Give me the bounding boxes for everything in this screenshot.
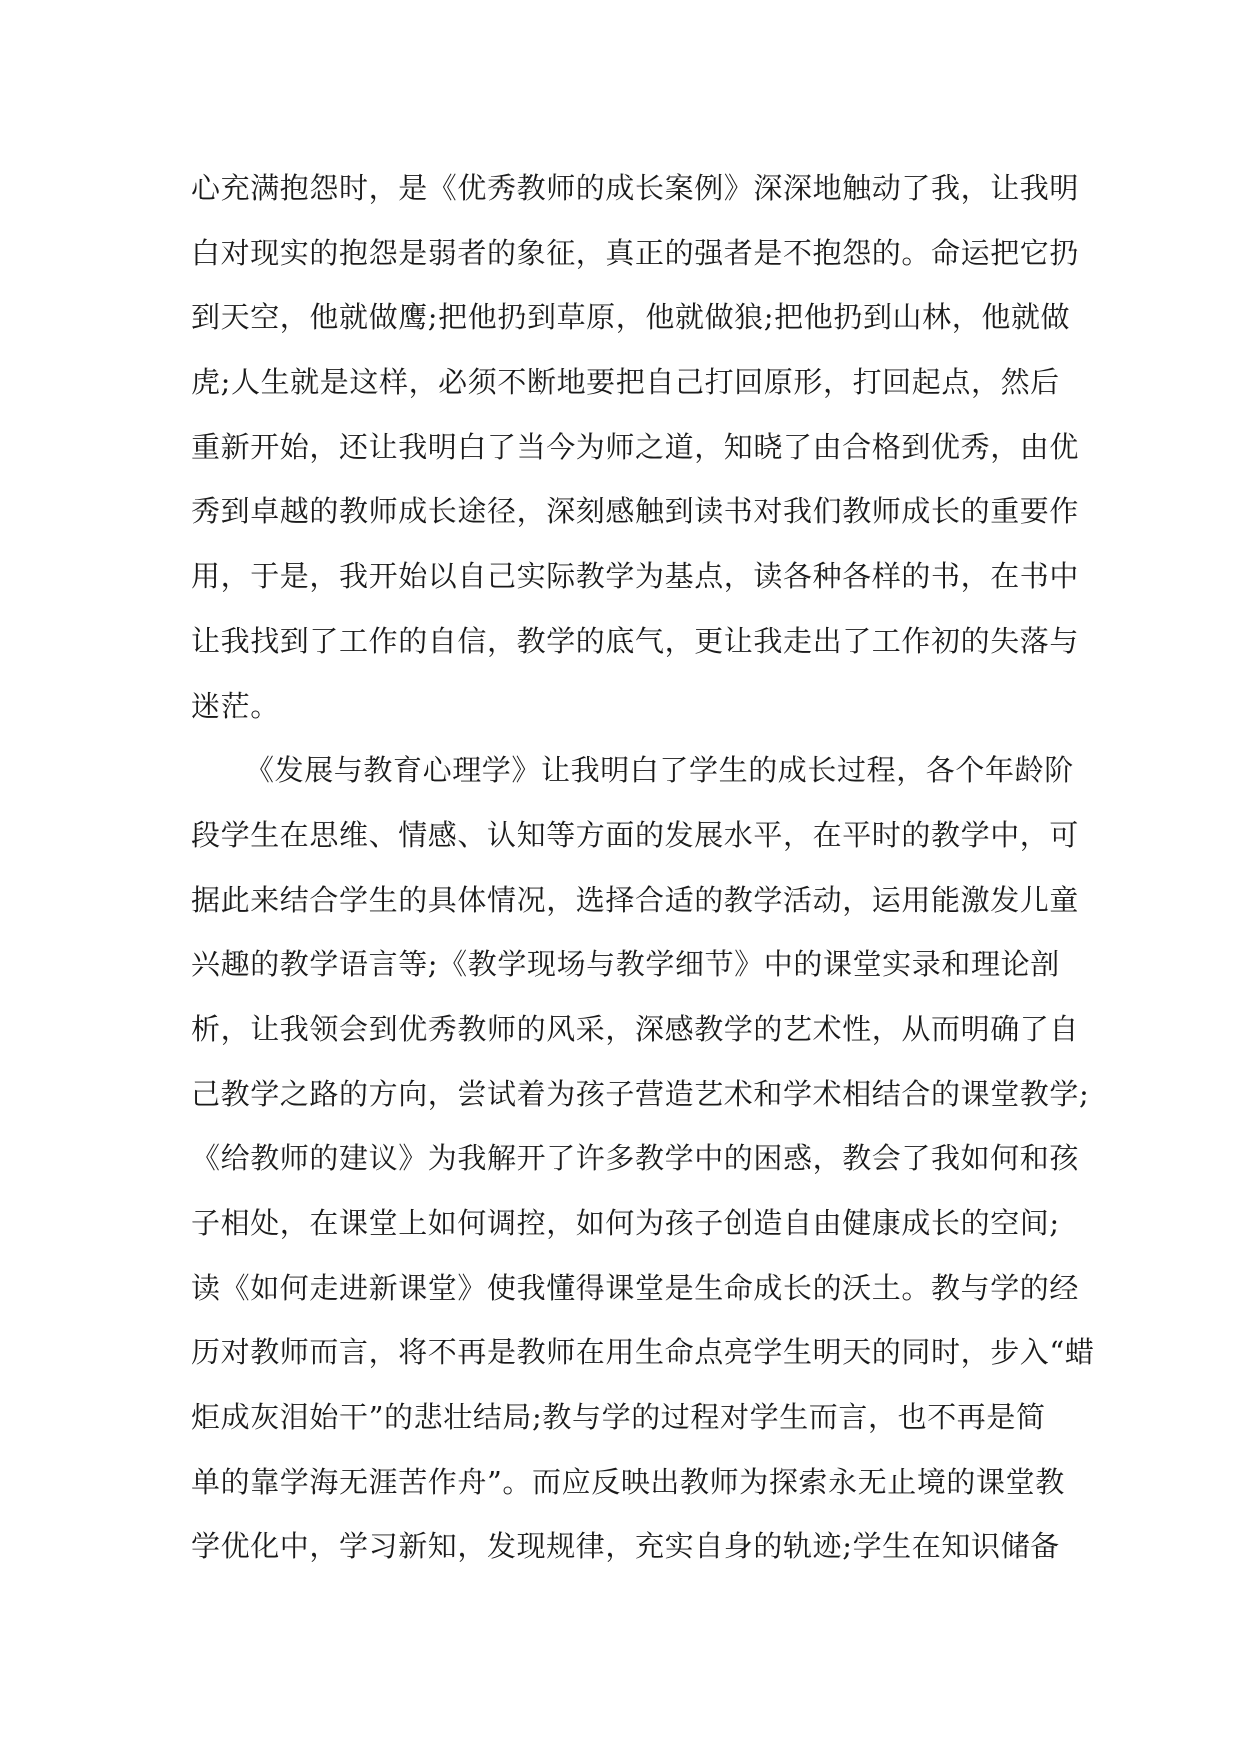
text-line: 己教学之路的方向，尝试着为孩子营造艺术和学术相结合的课堂教学;	[191, 1076, 1090, 1111]
text-line: 重新开始，还让我明白了当今为师之道，知晓了由合格到优秀，由优	[191, 429, 1080, 464]
text-line: 虎;人生就是这样，必须不断地要把自己打回原形，打回起点，然后	[191, 365, 1060, 400]
text-line: 学优化中，学习新知，发现规律，充实自身的轨迹;学生在知识储备	[191, 1529, 1060, 1564]
text-line: 单的靠学海无涯苦作舟”。而应反映出教师为探索永无止境的课堂教	[191, 1464, 1065, 1499]
text-line: 历对教师而言，将不再是教师在用生命点亮学生明天的同时，步入“蜡	[191, 1335, 1095, 1370]
text-line: 心充满抱怨时，是《优秀教师的成长案例》深深地触动了我，让我明	[191, 171, 1080, 205]
text-line: 白对现实的抱怨是弱者的象征，真正的强者是不抱怨的。命运把它扔	[191, 235, 1080, 270]
paragraph	[191, 738, 1095, 1579]
text-line: 迷茫。	[191, 688, 280, 723]
text-line: 用，于是，我开始以自己实际教学为基点，读各种各样的书，在书中	[191, 559, 1080, 594]
text-line: 到天空，他就做鹰;把他扔到草原，他就做狼;把他扔到山林，他就做	[191, 300, 1071, 335]
text-line: 段学生在思维、情感、认知等方面的发展水平，在平时的教学中，可	[191, 817, 1080, 852]
text-line: 兴趣的教学语言等;《教学现场与教学细节》中的课堂实录和理论剖	[191, 947, 1060, 982]
text-line: 读《如何走进新课堂》使我懂得课堂是生命成长的沃土。教与学的经	[191, 1270, 1080, 1305]
text-line: 《给教师的建议》为我解开了许多教学中的困惑，教会了我如何和孩	[191, 1141, 1080, 1176]
text-line: 炬成灰泪始干”的悲壮结局;教与学的过程对学生而言，也不再是简	[191, 1400, 1046, 1435]
text-line: 据此来结合学生的具体情况，选择合适的教学活动，运用能激发儿童	[191, 882, 1080, 917]
text-line: 让我找到了工作的自信，教学的底气，更让我走出了工作初的失落与	[191, 623, 1080, 658]
text-line: 析，让我领会到优秀教师的风采，深感教学的艺术性，从而明确了自	[191, 1011, 1080, 1046]
text-line: 《发展与教育心理学》让我明白了学生的成长过程，各个年龄阶	[245, 753, 1074, 788]
text-line: 子相处，在课堂上如何调控，如何为孩子创造自由健康成长的空间;	[191, 1206, 1060, 1240]
document-body	[191, 156, 1095, 1579]
paragraph	[191, 156, 1080, 738]
text-line: 秀到卓越的教师成长途径，深刻感触到读书对我们教师成长的重要作	[191, 494, 1080, 529]
